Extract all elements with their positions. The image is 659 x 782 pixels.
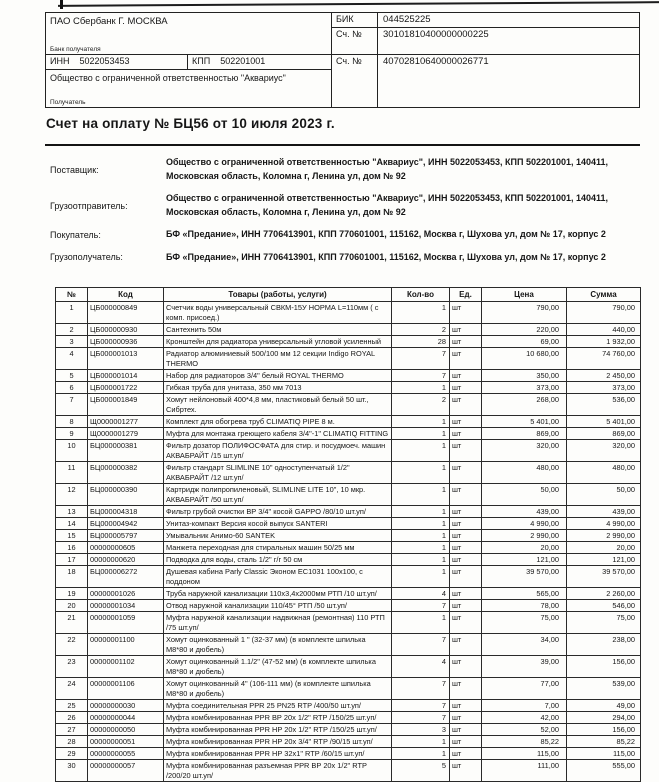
corr-account-label: Сч. № xyxy=(332,28,378,54)
item-cell-name: Муфта комбинированная PPR НР 32х1" RTP /60/15 шт.уп/ xyxy=(164,748,392,760)
item-cell-unit: шт xyxy=(450,428,482,440)
item-cell-qty: 28 xyxy=(392,336,450,348)
item-cell-name: Унитаз-компакт Версия косой выпуск SANTERI xyxy=(164,518,392,530)
recipient-name: Общество с ограниченной ответственностью "Аквариус" xyxy=(50,73,286,83)
bank-name-cell xyxy=(46,13,331,55)
item-cell-num: 17 xyxy=(56,554,88,566)
bank-requisites-table xyxy=(45,12,640,108)
party-value: Общество с ограниченной ответственностью "Аквариус", ИНН 5022053453, КПП 502201001, 140411, Московская область, Коломна г, Ленина ул, дом № 92 xyxy=(166,157,609,181)
party-row xyxy=(50,192,640,219)
item-cell-sum: 480,00 xyxy=(567,462,641,484)
item-row xyxy=(56,518,641,530)
item-cell-code: ЦБ000000930 xyxy=(88,324,164,336)
column-header: Сумма xyxy=(567,288,641,302)
item-cell-name: Муфта для монтажа греющего кабеля 3/4"-1" CLIMATIQ FITTING xyxy=(164,428,392,440)
item-cell-price: 20,00 xyxy=(482,542,567,554)
item-cell-sum: 1 932,00 xyxy=(567,336,641,348)
item-cell-name: Отвод наружной канализации 110/45° РТП /50 шт.уп/ xyxy=(164,600,392,612)
item-row xyxy=(56,724,641,736)
item-cell-price: 4 990,00 xyxy=(482,518,567,530)
item-cell-sum: 440,00 xyxy=(567,324,641,336)
item-cell-price: 7,00 xyxy=(482,700,567,712)
item-cell-code: 00000001059 xyxy=(88,612,164,634)
item-cell-num: 30 xyxy=(56,760,88,782)
item-cell-num: 14 xyxy=(56,518,88,530)
item-cell-sum: 5 401,00 xyxy=(567,416,641,428)
item-row xyxy=(56,462,641,484)
scan-artifact-mark xyxy=(60,0,63,9)
item-cell-price: 75,00 xyxy=(482,612,567,634)
item-cell-name: Счетчик воды универсальный СВКМ-15У НОРМА L=110мм ( с комп. присоед.) xyxy=(164,302,392,324)
kpp-label: КПП xyxy=(192,56,211,66)
item-cell-code: БЦ000004318 xyxy=(88,506,164,518)
item-cell-sum: 49,00 xyxy=(567,700,641,712)
item-cell-code: ЦБ000001722 xyxy=(88,382,164,394)
column-header: Кол-во xyxy=(392,288,450,302)
item-cell-unit: шт xyxy=(450,678,482,700)
title-divider xyxy=(45,144,640,146)
item-row xyxy=(56,336,641,348)
item-cell-code: 00000000605 xyxy=(88,542,164,554)
item-cell-name: Муфта наружной канализации надвижная (ремонтная) 110 РТП /75 шт.уп/ xyxy=(164,612,392,634)
item-cell-code: 00000001034 xyxy=(88,600,164,612)
item-cell-unit: шт xyxy=(450,462,482,484)
item-cell-code: 00000000620 xyxy=(88,554,164,566)
item-cell-qty: 7 xyxy=(392,712,450,724)
account-value: 40702810640000026771 xyxy=(383,56,489,67)
item-cell-name: Хомут оцинкованный 4" (106-111 мм) (в комплекте шпилька М8*80 и дюбель) xyxy=(164,678,392,700)
item-row xyxy=(56,302,641,324)
item-cell-qty: 7 xyxy=(392,700,450,712)
item-cell-unit: шт xyxy=(450,724,482,736)
kpp-value: 502201001 xyxy=(220,56,266,66)
item-cell-unit: шт xyxy=(450,518,482,530)
item-cell-sum: 2 450,00 xyxy=(567,370,641,382)
item-cell-qty: 1 xyxy=(392,462,450,484)
invoice-title: Счет на оплату № БЦ56 от 10 июля 2023 г. xyxy=(46,116,335,131)
item-cell-unit: шт xyxy=(450,612,482,634)
item-cell-qty: 1 xyxy=(392,382,450,394)
item-row xyxy=(56,484,641,506)
item-cell-num: 16 xyxy=(56,542,88,554)
item-cell-unit: шт xyxy=(450,336,482,348)
item-cell-num: 21 xyxy=(56,612,88,634)
item-cell-code: БЦ000005797 xyxy=(88,530,164,542)
item-cell-num: 13 xyxy=(56,506,88,518)
item-cell-price: 50,00 xyxy=(482,484,567,506)
items-table xyxy=(55,287,641,782)
item-cell-num: 12 xyxy=(56,484,88,506)
item-cell-code: БЦ000000382 xyxy=(88,462,164,484)
item-row xyxy=(56,394,641,416)
item-cell-sum: 4 990,00 xyxy=(567,518,641,530)
item-cell-code: 00000000050 xyxy=(88,724,164,736)
item-cell-sum: 75,00 xyxy=(567,612,641,634)
item-cell-sum: 20,00 xyxy=(567,542,641,554)
inn-cell xyxy=(46,55,188,69)
item-cell-num: 5 xyxy=(56,370,88,382)
item-cell-unit: шт xyxy=(450,634,482,656)
item-cell-qty: 7 xyxy=(392,370,450,382)
column-header: Код xyxy=(88,288,164,302)
party-label: Грузополучатель: xyxy=(50,252,123,263)
item-row xyxy=(56,506,641,518)
item-cell-name: Муфта комбинированная PPR ВР 20х 1/2" RTP /150/25 шт.уп/ xyxy=(164,712,392,724)
column-header: № xyxy=(56,288,88,302)
party-label: Грузоотправитель: xyxy=(50,200,128,211)
item-cell-unit: шт xyxy=(450,302,482,324)
item-row xyxy=(56,736,641,748)
item-cell-price: 220,00 xyxy=(482,324,567,336)
item-cell-name: Умывальник Анимо-60 SANTEK xyxy=(164,530,392,542)
item-cell-num: 4 xyxy=(56,348,88,370)
item-cell-sum: 539,00 xyxy=(567,678,641,700)
item-cell-price: 373,00 xyxy=(482,382,567,394)
item-cell-sum: 869,00 xyxy=(567,428,641,440)
item-cell-price: 2 990,00 xyxy=(482,530,567,542)
item-cell-sum: 74 760,00 xyxy=(567,348,641,370)
parties xyxy=(50,156,640,273)
item-cell-name: Картридж полипропиленовый, SLIMLINE LITE 10", 10 мкр. АКВАБРАЙТ /50 шт.уп/ xyxy=(164,484,392,506)
item-cell-num: 11 xyxy=(56,462,88,484)
item-cell-price: 480,00 xyxy=(482,462,567,484)
item-cell-unit: шт xyxy=(450,554,482,566)
item-cell-unit: шт xyxy=(450,440,482,462)
item-row xyxy=(56,530,641,542)
item-cell-price: 52,00 xyxy=(482,724,567,736)
item-cell-sum: 536,00 xyxy=(567,394,641,416)
item-cell-price: 5 401,00 xyxy=(482,416,567,428)
item-cell-name: Хомут оцинкованный 1.1/2" (47-52 мм) (в комплекте шпилька М8*80 и дюбель) xyxy=(164,656,392,678)
item-cell-name: Фильтр дозатор ПОЛИФОСФАТА для стир. и посудмоеч. машин АКВАБРАЙТ /15 шт.уп/ xyxy=(164,440,392,462)
party-value: БФ «Предание», ИНН 7706413901, КПП 770601001, 115162, Москва г, Шухова ул, дом № 17, корпус 2 xyxy=(166,251,606,262)
item-cell-price: 69,00 xyxy=(482,336,567,348)
item-cell-sum: 238,00 xyxy=(567,634,641,656)
item-cell-qty: 4 xyxy=(392,656,450,678)
column-header: Цена xyxy=(482,288,567,302)
item-cell-sum: 156,00 xyxy=(567,724,641,736)
item-cell-qty: 1 xyxy=(392,612,450,634)
party-label: Поставщик: xyxy=(50,164,99,175)
item-cell-num: 3 xyxy=(56,336,88,348)
item-cell-price: 39 570,00 xyxy=(482,566,567,588)
item-cell-qty: 1 xyxy=(392,530,450,542)
item-row xyxy=(56,428,641,440)
item-cell-num: 8 xyxy=(56,416,88,428)
item-cell-unit: шт xyxy=(450,588,482,600)
item-cell-num: 25 xyxy=(56,700,88,712)
item-cell-num: 24 xyxy=(56,678,88,700)
item-cell-price: 78,00 xyxy=(482,600,567,612)
item-cell-num: 27 xyxy=(56,724,88,736)
item-cell-name: Радиатор алюминиевый 500/100 мм 12 секции Indigo ROYAL THERMO xyxy=(164,348,392,370)
item-cell-name: Кронштейн для радиатора универсальный угловой усиленный xyxy=(164,336,392,348)
item-cell-unit: шт xyxy=(450,712,482,724)
item-cell-qty: 1 xyxy=(392,748,450,760)
item-cell-price: 10 680,00 xyxy=(482,348,567,370)
item-row xyxy=(56,348,641,370)
item-cell-code: 00000000044 xyxy=(88,712,164,724)
account-label: Сч. № xyxy=(332,55,378,107)
items-body xyxy=(56,302,641,782)
item-cell-price: 439,00 xyxy=(482,506,567,518)
item-cell-code: 00000001102 xyxy=(88,656,164,678)
item-cell-sum: 2 990,00 xyxy=(567,530,641,542)
item-cell-qty: 1 xyxy=(392,736,450,748)
item-cell-name: Хомут оцинкованный 1 " (32-37 мм) (в комплекте шпилька М8*80 и дюбель) xyxy=(164,634,392,656)
item-cell-unit: шт xyxy=(450,324,482,336)
item-cell-code: БЦ000004942 xyxy=(88,518,164,530)
item-cell-num: 26 xyxy=(56,712,88,724)
item-cell-unit: шт xyxy=(450,656,482,678)
item-cell-qty: 1 xyxy=(392,554,450,566)
item-cell-code: БЦ000000381 xyxy=(88,440,164,462)
item-cell-price: 34,00 xyxy=(482,634,567,656)
item-cell-num: 19 xyxy=(56,588,88,600)
item-cell-name: Душевая кабина Parly Classic Эконом ЕС1031 100х100, с поддоном xyxy=(164,566,392,588)
item-cell-name: Муфта комбинированная PPR НР 20х 3/4" RTP /90/15 шт.уп/ xyxy=(164,736,392,748)
item-cell-unit: шт xyxy=(450,760,482,782)
item-cell-unit: шт xyxy=(450,748,482,760)
item-cell-num: 29 xyxy=(56,748,88,760)
item-cell-sum: 156,00 xyxy=(567,656,641,678)
item-row xyxy=(56,700,641,712)
item-cell-unit: шт xyxy=(450,370,482,382)
item-cell-price: 111,00 xyxy=(482,760,567,782)
column-header: Товары (работы, услуги) xyxy=(164,288,392,302)
item-cell-num: 2 xyxy=(56,324,88,336)
item-cell-price: 869,00 xyxy=(482,428,567,440)
inn-label: ИНН xyxy=(50,56,70,66)
item-cell-num: 10 xyxy=(56,440,88,462)
item-row xyxy=(56,634,641,656)
item-cell-code: 00000001100 xyxy=(88,634,164,656)
item-cell-name: Фильтр грубой очистки ВР 3/4" косой GAPPO /80/10 шт.уп/ xyxy=(164,506,392,518)
item-cell-num: 7 xyxy=(56,394,88,416)
item-cell-qty: 1 xyxy=(392,484,450,506)
item-cell-unit: шт xyxy=(450,394,482,416)
item-cell-sum: 39 570,00 xyxy=(567,566,641,588)
item-cell-unit: шт xyxy=(450,416,482,428)
item-cell-price: 115,00 xyxy=(482,748,567,760)
item-cell-code: ЦБ000000849 xyxy=(88,302,164,324)
item-cell-qty: 4 xyxy=(392,588,450,600)
item-cell-name: Муфта комбинированная разъемная PPR ВР 20х 1/2" RTP /200/20 шт.уп/ xyxy=(164,760,392,782)
item-cell-qty: 7 xyxy=(392,634,450,656)
item-cell-code: ЦБ000001014 xyxy=(88,370,164,382)
item-row xyxy=(56,416,641,428)
item-cell-sum: 115,00 xyxy=(567,748,641,760)
item-row xyxy=(56,600,641,612)
item-row xyxy=(56,382,641,394)
item-cell-qty: 1 xyxy=(392,416,450,428)
item-cell-qty: 1 xyxy=(392,302,450,324)
item-cell-num: 23 xyxy=(56,656,88,678)
item-cell-unit: шт xyxy=(450,506,482,518)
item-cell-name: Муфта комбинированная PPR НР 20х 1/2" RTP /150/25 шт.уп/ xyxy=(164,724,392,736)
party-row xyxy=(50,156,640,183)
item-cell-name: Муфта соединительная PPR 25 PN25 RTP /400/50 шт.уп/ xyxy=(164,700,392,712)
item-row xyxy=(56,678,641,700)
scan-artifact-line xyxy=(58,1,659,7)
item-cell-unit: шт xyxy=(450,566,482,588)
party-label: Покупатель: xyxy=(50,229,101,240)
item-cell-sum: 373,00 xyxy=(567,382,641,394)
item-cell-qty: 1 xyxy=(392,518,450,530)
party-row xyxy=(50,251,640,265)
item-cell-code: Щ0000001279 xyxy=(88,428,164,440)
item-cell-code: БЦ000000390 xyxy=(88,484,164,506)
item-cell-unit: шт xyxy=(450,382,482,394)
items-header-row xyxy=(56,288,641,302)
bank-name: ПАО Сбербанк Г. МОСКВА xyxy=(50,16,168,27)
item-cell-unit: шт xyxy=(450,542,482,554)
item-cell-qty: 7 xyxy=(392,600,450,612)
item-cell-qty: 1 xyxy=(392,440,450,462)
bik-value: 044525225 xyxy=(383,14,431,25)
item-cell-num: 15 xyxy=(56,530,88,542)
item-cell-unit: шт xyxy=(450,530,482,542)
item-cell-qty: 1 xyxy=(392,566,450,588)
item-cell-unit: шт xyxy=(450,484,482,506)
item-cell-name: Манжета переходная для стиральных машин 50/25 мм xyxy=(164,542,392,554)
item-row xyxy=(56,542,641,554)
item-cell-unit: шт xyxy=(450,348,482,370)
item-cell-qty: 2 xyxy=(392,394,450,416)
item-cell-qty: 5 xyxy=(392,760,450,782)
item-cell-sum: 555,00 xyxy=(567,760,641,782)
party-row xyxy=(50,228,640,242)
item-cell-unit: шт xyxy=(450,700,482,712)
item-cell-code: 00000001106 xyxy=(88,678,164,700)
item-cell-name: Труба наружной канализации 110х3,4х2000мм РТП /10 шт.уп/ xyxy=(164,588,392,600)
item-cell-price: 39,00 xyxy=(482,656,567,678)
column-header: Ед. xyxy=(450,288,482,302)
recipient-caption: Получатель xyxy=(50,99,86,106)
item-cell-sum: 294,00 xyxy=(567,712,641,724)
item-cell-name: Фильтр стандарт SLIMLINE 10" одноступенчатый 1/2" АКВАБРАЙТ /12 шт.уп/ xyxy=(164,462,392,484)
bank-name-caption: Банк получателя xyxy=(50,46,101,53)
item-row xyxy=(56,554,641,566)
item-cell-sum: 85,22 xyxy=(567,736,641,748)
item-cell-name: Сантехнить 50м xyxy=(164,324,392,336)
item-cell-sum: 121,00 xyxy=(567,554,641,566)
item-cell-qty: 3 xyxy=(392,724,450,736)
item-row xyxy=(56,760,641,782)
party-value: Общество с ограниченной ответственностью "Аквариус", ИНН 5022053453, КПП 502201001, 140411, Московская область, Коломна г, Ленина ул, дом № 92 xyxy=(166,193,609,217)
item-cell-sum: 2 260,00 xyxy=(567,588,641,600)
item-cell-price: 320,00 xyxy=(482,440,567,462)
item-cell-code: 00000001026 xyxy=(88,588,164,600)
inn-value: 5022053453 xyxy=(79,56,130,66)
item-cell-qty: 7 xyxy=(392,348,450,370)
item-cell-sum: 439,00 xyxy=(567,506,641,518)
item-cell-qty: 1 xyxy=(392,542,450,554)
item-cell-price: 121,00 xyxy=(482,554,567,566)
item-cell-price: 85,22 xyxy=(482,736,567,748)
party-value: БФ «Предание», ИНН 7706413901, КПП 770601001, 115162, Москва г, Шухова ул, дом № 17, корпус 2 xyxy=(166,229,606,239)
item-cell-unit: шт xyxy=(450,736,482,748)
item-cell-sum: 546,00 xyxy=(567,600,641,612)
item-cell-num: 18 xyxy=(56,566,88,588)
item-cell-code: 00000000055 xyxy=(88,748,164,760)
item-cell-price: 42,00 xyxy=(482,712,567,724)
item-cell-num: 22 xyxy=(56,634,88,656)
item-row xyxy=(56,588,641,600)
item-cell-num: 6 xyxy=(56,382,88,394)
item-row xyxy=(56,370,641,382)
item-cell-code: ЦБ000001849 xyxy=(88,394,164,416)
item-cell-num: 1 xyxy=(56,302,88,324)
item-cell-code: ЦБ000001013 xyxy=(88,348,164,370)
item-cell-price: 565,00 xyxy=(482,588,567,600)
item-cell-qty: 1 xyxy=(392,428,450,440)
item-cell-price: 790,00 xyxy=(482,302,567,324)
item-cell-sum: 790,00 xyxy=(567,302,641,324)
item-cell-code: 00000000057 xyxy=(88,760,164,782)
item-cell-code: 00000000051 xyxy=(88,736,164,748)
item-cell-sum: 50,00 xyxy=(567,484,641,506)
item-cell-code: ЦБ000000936 xyxy=(88,336,164,348)
item-cell-price: 350,00 xyxy=(482,370,567,382)
item-row xyxy=(56,566,641,588)
item-cell-name: Гибкая труба для унитаза, 350 мм 7013 xyxy=(164,382,392,394)
item-row xyxy=(56,712,641,724)
bik-label: БИК xyxy=(332,13,378,27)
item-cell-code: Щ0000001277 xyxy=(88,416,164,428)
item-cell-code: БЦ000006272 xyxy=(88,566,164,588)
item-cell-qty: 2 xyxy=(392,324,450,336)
item-cell-name: Набор для радиаторов 3/4" белый ROYAL THERMO xyxy=(164,370,392,382)
item-cell-name: Подводка для воды, сталь 1/2" г/г 50 см xyxy=(164,554,392,566)
item-cell-sum: 320,00 xyxy=(567,440,641,462)
item-cell-price: 77,00 xyxy=(482,678,567,700)
item-cell-code: 00000000030 xyxy=(88,700,164,712)
item-row xyxy=(56,324,641,336)
item-cell-qty: 1 xyxy=(392,506,450,518)
item-cell-num: 28 xyxy=(56,736,88,748)
item-cell-qty: 7 xyxy=(392,678,450,700)
item-cell-num: 9 xyxy=(56,428,88,440)
corr-account-value: 30101810400000000225 xyxy=(383,29,489,40)
item-row xyxy=(56,748,641,760)
item-row xyxy=(56,440,641,462)
kpp-cell xyxy=(188,55,331,69)
item-cell-price: 268,00 xyxy=(482,394,567,416)
recipient-cell xyxy=(46,70,331,107)
item-cell-unit: шт xyxy=(450,600,482,612)
item-cell-name: Хомут нейлоновый 400*4,8 мм, пластиковый белый 50 шт., Сибртех. xyxy=(164,394,392,416)
item-row xyxy=(56,656,641,678)
item-row xyxy=(56,612,641,634)
item-cell-num: 20 xyxy=(56,600,88,612)
item-cell-name: Комплект для обогрева труб CLIMATIQ PIPE 8 м. xyxy=(164,416,392,428)
